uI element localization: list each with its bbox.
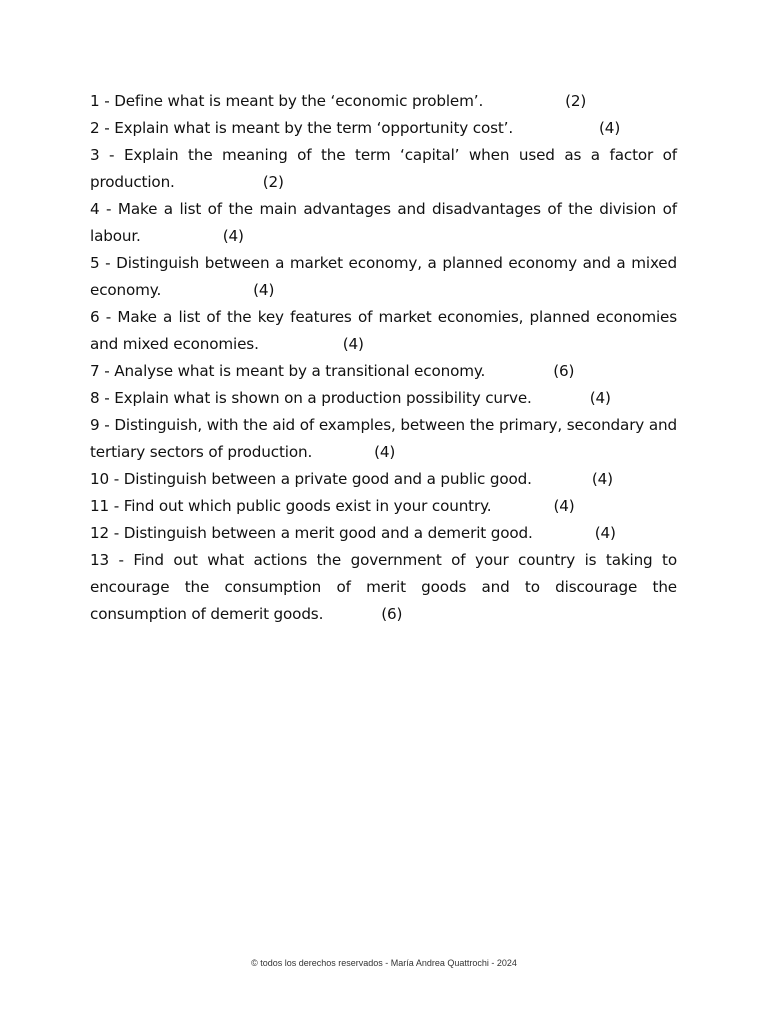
question-item <box>90 412 677 466</box>
question-marks: (4) <box>253 281 275 299</box>
question-marks: (2) <box>565 92 587 110</box>
question-item <box>90 466 677 493</box>
question-item <box>90 385 677 412</box>
question-marks: (4) <box>591 470 613 488</box>
question-text: 8 - Explain what is shown on a production possibility curve. <box>90 389 532 407</box>
question-text: 13 - Find out what actions the government of your country is taking to encourage the consumption of merit goods and to discourage the consumption of demerit goods. <box>90 551 677 623</box>
question-text: 7 - Analyse what is meant by a transitional economy. <box>90 362 486 380</box>
copyright-footer: © todos los derechos reservados - María Andrea Quattrochi - 2024 <box>251 958 517 968</box>
question-item <box>90 196 677 250</box>
question-item <box>90 304 677 358</box>
question-marks: (6) <box>553 362 575 380</box>
question-text: 2 - Explain what is meant by the term ‘opportunity cost’. <box>90 119 514 137</box>
question-item <box>90 547 677 628</box>
question-text: 6 - Make a list of the key features of market economies, planned economies and mixed economies. <box>90 308 677 353</box>
question-item <box>90 88 677 115</box>
question-text: 4 - Make a list of the main advantages and disadvantages of the division of labour. <box>90 200 677 245</box>
question-marks: (4) <box>374 443 396 461</box>
question-text: 10 - Distinguish between a private good and a public good. <box>90 470 532 488</box>
question-text: 9 - Distinguish, with the aid of examples, between the primary, secondary and tertiary sectors of production. <box>90 416 677 461</box>
question-marks: (4) <box>222 227 244 245</box>
question-text: 11 - Find out which public goods exist in your country. <box>90 497 492 515</box>
question-item <box>90 115 677 142</box>
question-marks: (6) <box>381 605 403 623</box>
question-marks: (4) <box>553 497 575 515</box>
question-text: 3 - Explain the meaning of the term ‘capital’ when used as a factor of production. <box>90 146 677 191</box>
question-item <box>90 493 677 520</box>
question-text: 12 - Distinguish between a merit good and a demerit good. <box>90 524 533 542</box>
question-marks: (2) <box>262 173 284 191</box>
question-item <box>90 142 677 196</box>
question-item <box>90 250 677 304</box>
question-text: 5 - Distinguish between a market economy, a planned economy and a mixed economy. <box>90 254 677 299</box>
question-list <box>90 88 677 628</box>
question-item <box>90 520 677 547</box>
question-marks: (4) <box>594 524 616 542</box>
question-marks: (4) <box>589 389 611 407</box>
question-marks: (4) <box>342 335 364 353</box>
question-marks: (4) <box>599 119 621 137</box>
question-item <box>90 358 677 385</box>
question-text: 1 - Define what is meant by the ‘economic problem’. <box>90 92 484 110</box>
